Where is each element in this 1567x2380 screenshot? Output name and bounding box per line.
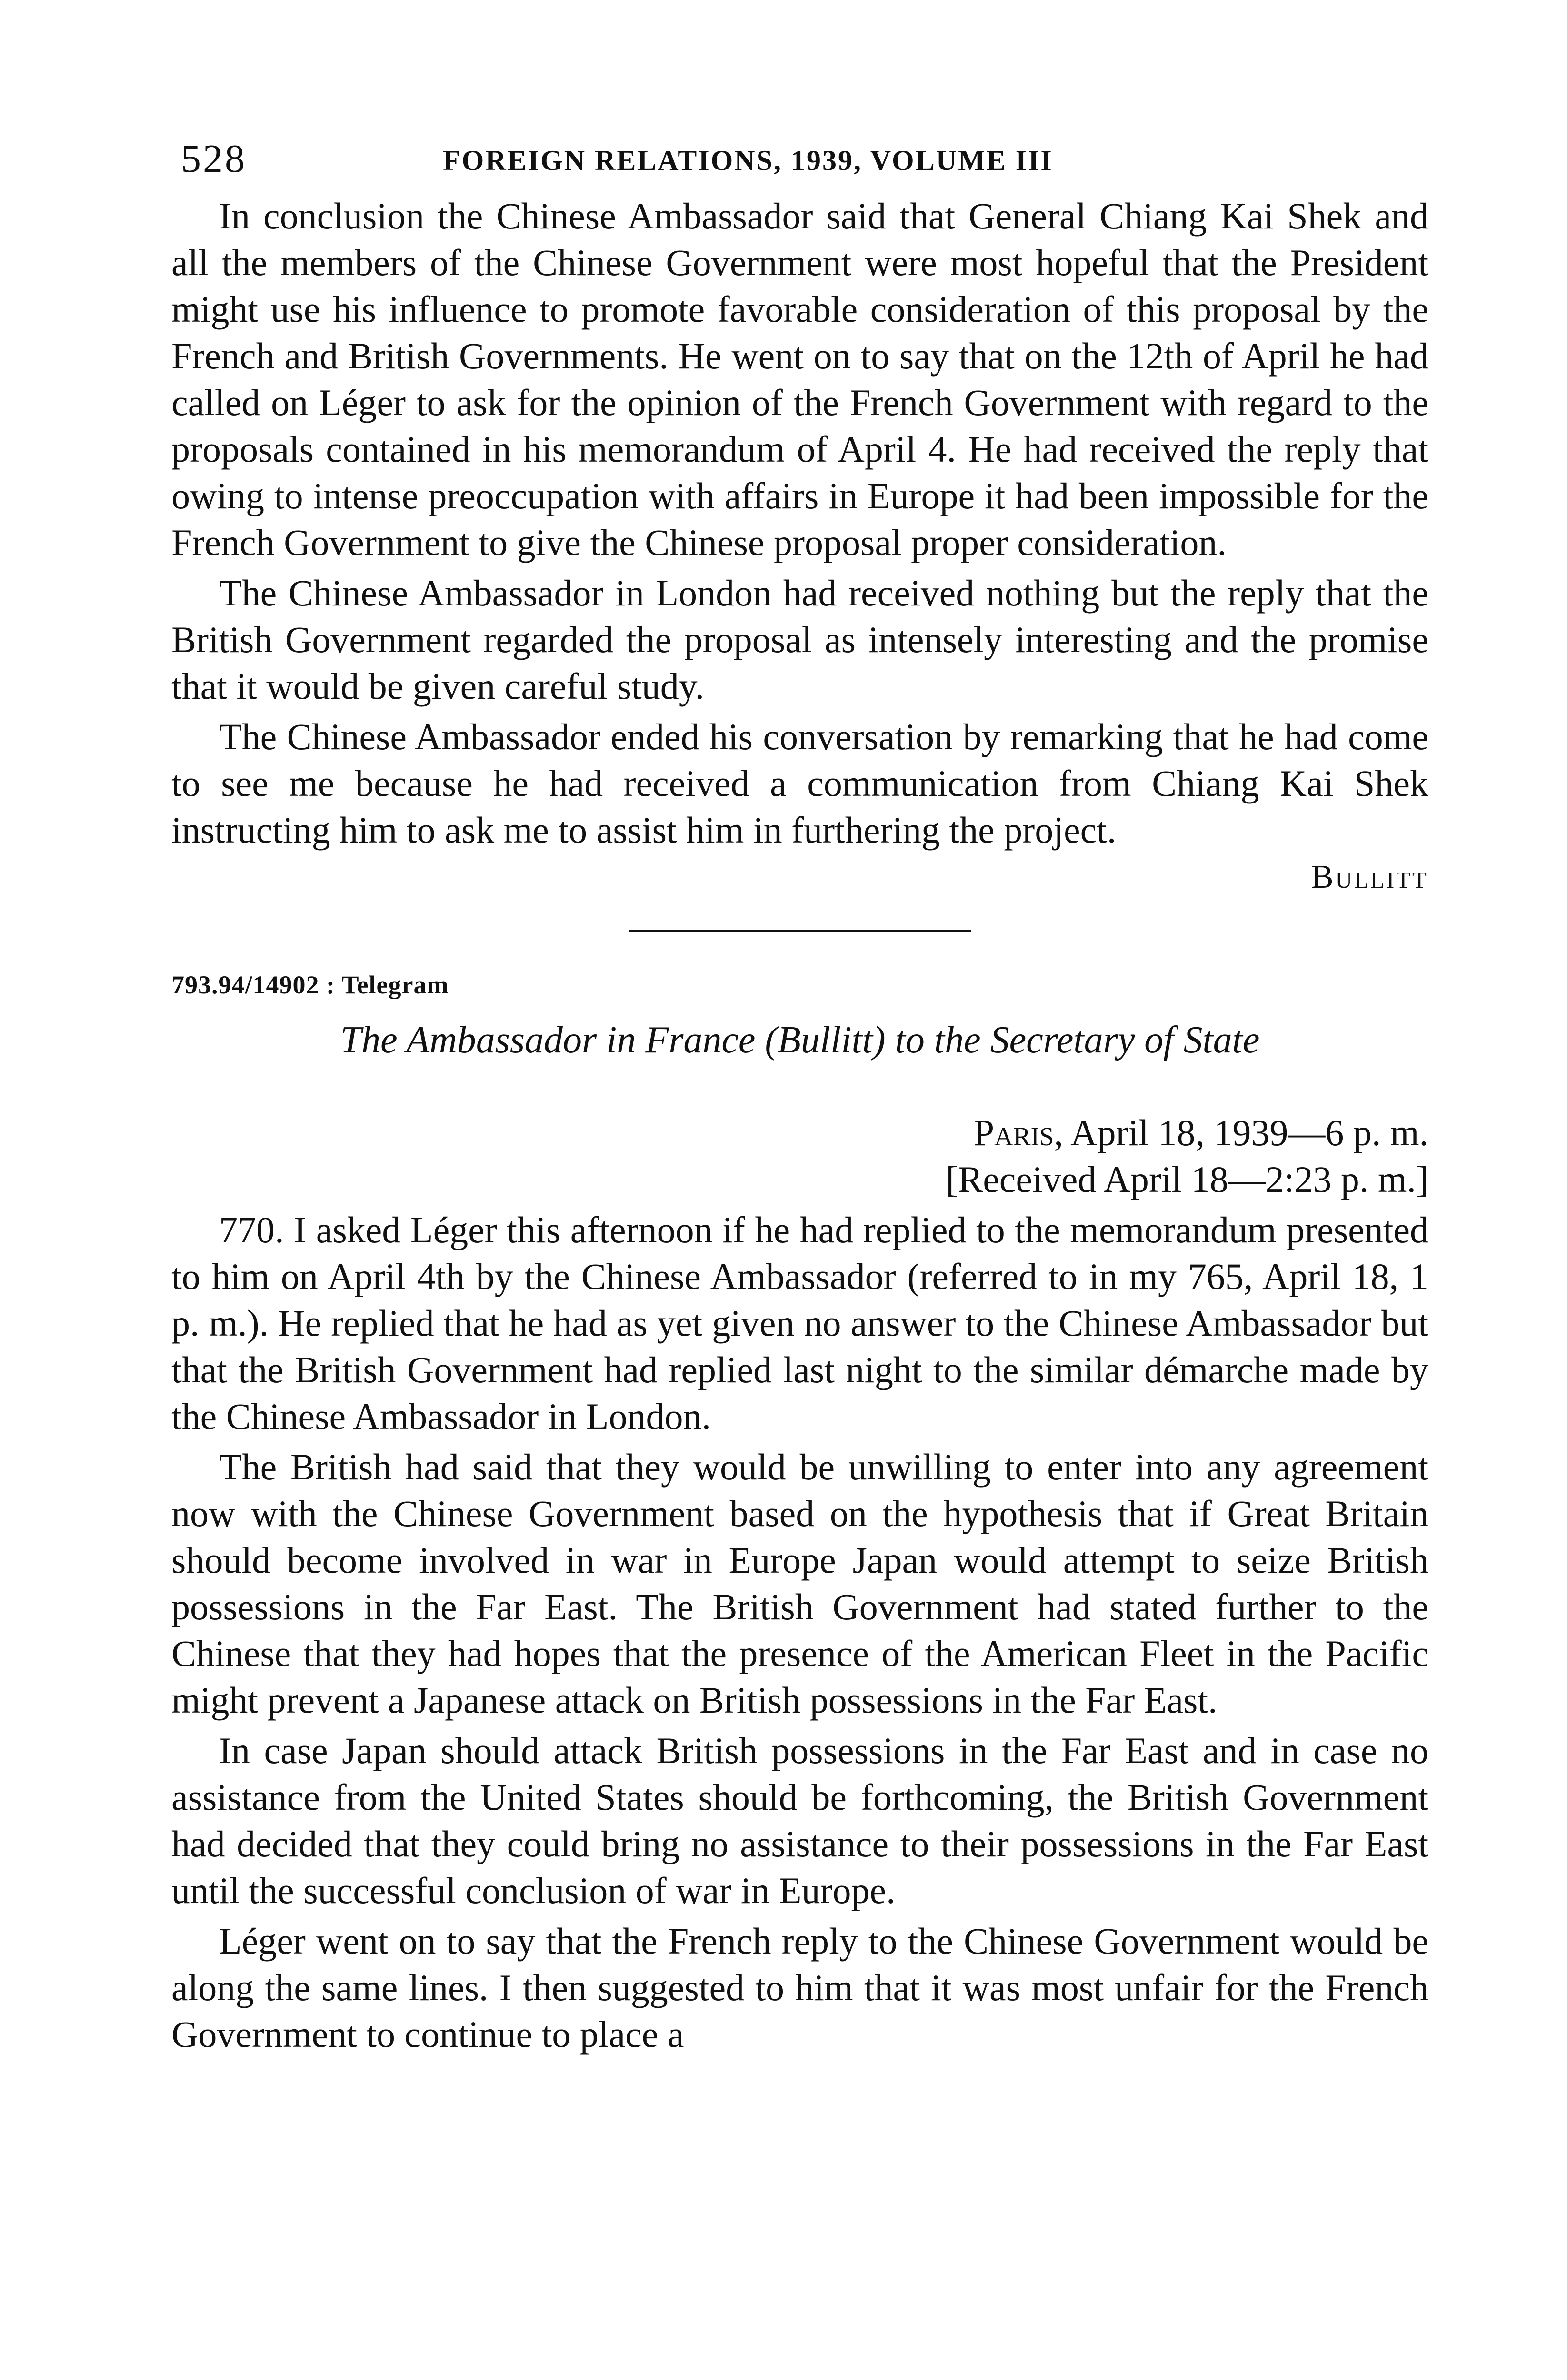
running-title: FOREIGN RELATIONS, 1939, VOLUME III (443, 145, 1053, 176)
dateline-date: , April 18, 1939—6 p. m. (1054, 1112, 1428, 1153)
paragraph: The British had said that they would be unwilling to enter into any agreement now with the Chinese Government based on the hypothesis that if Great Britain should become involved in war in Europe Japan would attempt to seize British possessions in the Far East. The British Government had stated further to the Chinese that they had hopes that the presence of the American Fleet in the Pacific might prevent a Japanese attack on British possessions in the Far East. (171, 1446, 1428, 1721)
signature: Bullitt (1311, 859, 1428, 895)
paragraph: Léger went on to say that the French reply to the Chinese Government would be along the same lines. I then suggested to him that it was most unfair for the French Government to continue to place a (171, 1920, 1428, 2055)
section-divider (629, 930, 971, 932)
paragraph: In case Japan should attack British possessions in the Far East and in case no assistance from the United States should be forthcoming, the British Government had decided that they could bring no assistance to their possessions in the Far East until the successful conclusion of war in Europe. (171, 1730, 1428, 1911)
document-title: The Ambassador in France (Bullitt) to the Secretary of State (340, 1019, 1260, 1061)
running-header (171, 136, 1428, 193)
file-reference: 793.94/14902 : Telegram (171, 971, 449, 999)
paragraph: In conclusion the Chinese Ambassador said that General Chiang Kai Shek and all the members of the Chinese Government were most hopeful that the President might use his influence to promote favorable consideration of this proposal by the French and British Governments. He went on to say that on the 12th of April he had called on Léger to ask for the opinion of the French Government with regard to the proposals contained in his memorandum of April 4. He had received the reply that owing to intense preoccupation with affairs in Europe it had been impossible for the French Government to give the Chinese proposal proper consideration. (171, 195, 1428, 563)
paragraph: 770. I asked Léger this afternoon if he had replied to the memorandum presented to him on April 4th by the Chinese Ambassador (referred to in my 765, April 18, 1 p. m.). He replied that he had as yet given no answer to the Chinese Ambassador but that the British Government had replied last night to the similar démarche made by the Chinese Ambassador in London. (171, 1209, 1428, 1437)
paragraph: The Chinese Ambassador in London had received nothing but the reply that the British Government regarded the proposal as intensely interesting and the promise that it would be given careful study. (171, 572, 1428, 707)
document-page (171, 136, 1428, 2058)
paragraph: The Chinese Ambassador ended his conversation by remarking that he had come to see me because he had received a communication from Chiang Kai Shek instructing him to ask me to assist him in furthering the project. (171, 716, 1428, 851)
dateline-place: Paris (973, 1112, 1054, 1153)
received-line: [Received April 18—2:23 p. m.] (946, 1159, 1428, 1200)
dateline (171, 1110, 1428, 1156)
page-number: 528 (181, 137, 247, 181)
